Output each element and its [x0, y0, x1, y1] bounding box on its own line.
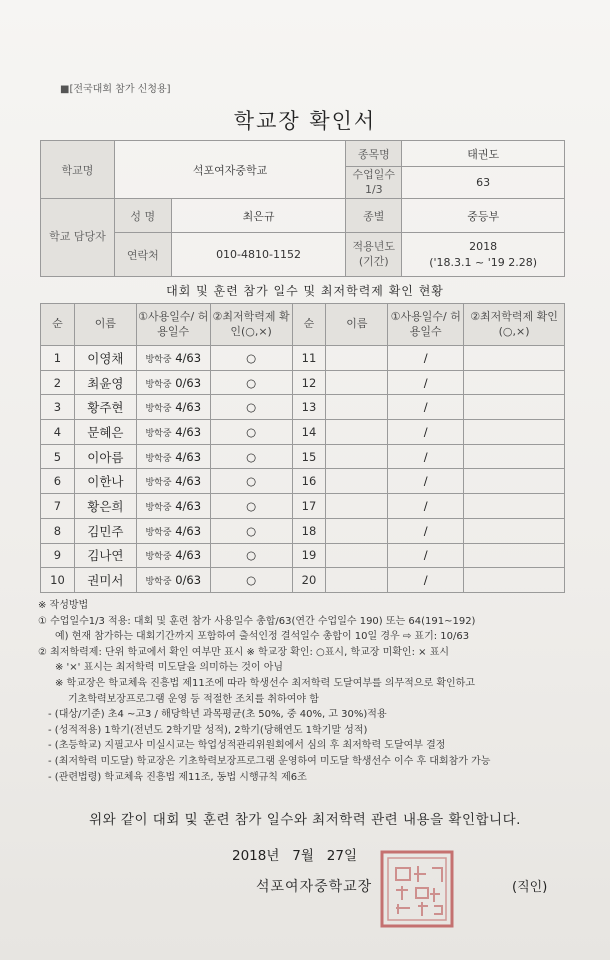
note-item: - (성적적용) 1학기(전년도 2학기말 성적), 2학기(당해연도 1학기말 성적): [48, 724, 368, 736]
note-item: - (대상/기준) 초4 ~고3 / 해당학년 과목평균(초 50%, 중 40%, 고 30%)적용: [48, 709, 387, 721]
student-name-right: [326, 395, 388, 420]
info-table: [40, 140, 565, 277]
school-value: 석포여자중학교: [114, 141, 346, 199]
academic-check-right: [464, 494, 565, 519]
student-name-right: [326, 346, 388, 371]
days-used-right: /: [388, 543, 464, 568]
academic-check: ○: [210, 420, 292, 445]
table-row: [41, 568, 565, 593]
note-item: ※ '×' 표시는 최저학력 미도달을 의미하는 것이 아님: [55, 662, 284, 674]
student-name-right: [326, 469, 388, 494]
period-label: 적용년도 (기간): [346, 233, 402, 277]
row-no-right: 15: [292, 444, 326, 469]
student-name-right: [326, 444, 388, 469]
date-day: 27일: [326, 848, 358, 864]
row-no: 3: [41, 395, 75, 420]
gender-label: 종별: [346, 199, 402, 233]
row-no: 2: [41, 370, 75, 395]
header-days-right: ①사용일수/ 허용일수: [388, 304, 464, 346]
row-no-right: 11: [292, 346, 326, 371]
academic-check: ○: [210, 370, 292, 395]
days-used-right: /: [388, 420, 464, 445]
days-used: [136, 518, 210, 543]
days-used: [136, 568, 210, 593]
row-no: 10: [41, 568, 75, 593]
days-used-right: /: [388, 469, 464, 494]
academic-check: ○: [210, 568, 292, 593]
table-row: [41, 346, 565, 371]
row-no-right: 14: [292, 420, 326, 445]
period-value: [402, 233, 565, 277]
student-name: 문혜은: [74, 420, 136, 445]
row-no: 1: [41, 346, 75, 371]
sign-date: [232, 844, 357, 864]
row-no: 8: [41, 518, 75, 543]
note-item: ② 최저학력제: 단위 학교에서 확인 여부만 표시 ※ 학교장 확인: ○표시, 학교장 미확인: × 표시: [38, 646, 450, 658]
student-name-right: [326, 370, 388, 395]
days-used-right: /: [388, 395, 464, 420]
date-month: 7월: [292, 848, 314, 864]
academic-check-right: [464, 543, 565, 568]
row-no: 4: [41, 420, 75, 445]
header-name-right: 이름: [326, 304, 388, 346]
academic-check-right: [464, 370, 565, 395]
vacation-note: 방학중: [145, 502, 172, 513]
days-value: 4/63: [175, 449, 202, 464]
vacation-note: 방학중: [145, 453, 172, 464]
student-name-right: [326, 543, 388, 568]
student-name: 김민주: [74, 518, 136, 543]
days-value: 4/63: [175, 523, 202, 538]
vacation-note: 방학중: [145, 478, 172, 489]
academic-check-right: [464, 395, 565, 420]
header-no-right: 순: [292, 304, 326, 346]
contact-value: 010-4810-1152: [171, 233, 346, 277]
class-days-label: 수업일수 1/3: [346, 167, 402, 199]
table-row: [41, 444, 565, 469]
note-item: 예) 현재 참가하는 대회기간까지 포함하여 출석인정 결석일수 총합이 10일 경우 ⇨ 표기: 10/63: [55, 631, 470, 643]
note-item: ① 수업일수1/3 적용: 대회 및 훈련 참가 사용일수 총합/63(연간 수업일수 190) 또는 64(191~192): [38, 615, 476, 627]
days-used-right: /: [388, 346, 464, 371]
vacation-note: 방학중: [145, 404, 172, 415]
name-value: 최은규: [171, 199, 346, 233]
table-row: [41, 469, 565, 494]
row-no-right: 16: [292, 469, 326, 494]
days-used-right: /: [388, 568, 464, 593]
days-used: [136, 370, 210, 395]
academic-check-right: [464, 346, 565, 371]
row-no: 7: [41, 494, 75, 519]
table-row: [41, 420, 565, 445]
vacation-note: 방학중: [145, 428, 172, 439]
roster-table: [40, 303, 565, 593]
days-value: 0/63: [175, 573, 202, 588]
days-value: 4/63: [175, 424, 202, 439]
days-value: 0/63: [175, 375, 202, 390]
school-signature: 석포여자중학교장: [256, 879, 373, 895]
school-label: 학교명: [41, 141, 115, 199]
row-no-right: 12: [292, 370, 326, 395]
vacation-note: 방학중: [145, 354, 172, 365]
days-value: 4/63: [175, 498, 202, 513]
note-item: 기초학력보장프로그램 운영 등 적절한 조치를 취하여야 함: [68, 693, 319, 705]
days-value: 4/63: [175, 400, 202, 415]
days-value: 4/63: [175, 350, 202, 365]
academic-check: ○: [210, 518, 292, 543]
period-range: ('18.3.1 ~ '19 2.28): [429, 255, 538, 269]
academic-check-right: [464, 469, 565, 494]
days-used: [136, 444, 210, 469]
academic-check: ○: [210, 469, 292, 494]
row-no-right: 18: [292, 518, 326, 543]
academic-check: ○: [210, 543, 292, 568]
days-used: [136, 420, 210, 445]
header-check-right: ②최저학력제 확인(○,×): [464, 304, 565, 346]
header-name: 이름: [74, 304, 136, 346]
academic-check: ○: [210, 346, 292, 371]
vacation-note: 방학중: [145, 552, 172, 563]
days-used: [136, 543, 210, 568]
class-days-value: 63: [402, 167, 565, 199]
vacation-note: 방학중: [145, 577, 172, 588]
academic-check-right: [464, 420, 565, 445]
days-used: [136, 395, 210, 420]
academic-check-right: [464, 568, 565, 593]
name-label: 성 명: [114, 199, 171, 233]
student-name: 최윤영: [74, 370, 136, 395]
student-name-right: [326, 518, 388, 543]
confirmation-text: 위와 같이 대회 및 훈련 참가 일수와 최저학력 관련 내용을 확인합니다.: [89, 812, 521, 828]
note-item: - (초등학교) 지필고사 미실시교는 학업성적관리위원회에서 심의 후 최저학력 도달여부 결정: [48, 740, 446, 752]
row-no: 9: [41, 543, 75, 568]
row-no-right: 20: [292, 568, 326, 593]
student-name-right: [326, 494, 388, 519]
header-check: ②최저학력제 확인(○,×): [210, 304, 292, 346]
student-name: 권미서: [74, 568, 136, 593]
student-name: 황은희: [74, 494, 136, 519]
row-no-right: 19: [292, 543, 326, 568]
student-name: 김나연: [74, 543, 136, 568]
vacation-note: 방학중: [145, 379, 172, 390]
sport-label: 종목명: [346, 141, 402, 167]
table-row: [41, 543, 565, 568]
student-name: 이영채: [74, 346, 136, 371]
seal-label: (직인): [512, 880, 548, 895]
period-year: 2018: [469, 239, 498, 253]
row-no: 6: [41, 469, 75, 494]
days-used: [136, 346, 210, 371]
student-name-right: [326, 568, 388, 593]
note-item: - (관련법령) 학교체육 진흥법 제11조, 동법 시행규칙 제6조: [48, 771, 307, 783]
days-used-right: /: [388, 444, 464, 469]
academic-check-right: [464, 444, 565, 469]
academic-check: ○: [210, 395, 292, 420]
row-no: 5: [41, 444, 75, 469]
academic-check-right: [464, 518, 565, 543]
academic-check: ○: [210, 494, 292, 519]
days-used: [136, 469, 210, 494]
student-name-right: [326, 420, 388, 445]
days-used-right: /: [388, 518, 464, 543]
days-value: 4/63: [175, 548, 202, 563]
table-row: [41, 370, 565, 395]
academic-check: ○: [210, 444, 292, 469]
student-name: 이아름: [74, 444, 136, 469]
days-used-right: /: [388, 494, 464, 519]
document-title: 학교장 확인서: [233, 109, 377, 133]
staff-label: 학교 담당자: [41, 199, 115, 277]
header-days: ①사용일수/ 허용일수: [136, 304, 210, 346]
date-year: 2018년: [232, 848, 280, 864]
table-row: [41, 518, 565, 543]
instructions: [38, 598, 578, 785]
student-name: 황주현: [74, 395, 136, 420]
section-title: 대회 및 훈련 참가 일수 및 최저학력제 확인 현황: [166, 284, 444, 298]
student-name: 이한나: [74, 469, 136, 494]
table-row: [41, 395, 565, 420]
form-tag: ■[전국대회 참가 신청용]: [60, 84, 171, 95]
note-heading: ※ 작성방법: [38, 600, 89, 611]
note-item: - (최저학력 미도달) 학교장은 기초학력보장프로그램 운영하여 미도달 학생선수 이수 후 대회참가 가능: [48, 755, 491, 767]
days-used: [136, 494, 210, 519]
gender-value: 중등부: [402, 199, 565, 233]
note-item: ※ 학교장은 학교체육 진흥법 제11조에 따라 학생선수 최저학력 도달여부를 의무적으로 확인하고: [55, 677, 475, 689]
row-no-right: 17: [292, 494, 326, 519]
days-used-right: /: [388, 370, 464, 395]
vacation-note: 방학중: [145, 527, 172, 538]
official-seal-icon: [378, 848, 456, 930]
sport-value: 태권도: [402, 141, 565, 167]
table-row: [41, 494, 565, 519]
header-no: 순: [41, 304, 75, 346]
days-value: 4/63: [175, 474, 202, 489]
row-no-right: 13: [292, 395, 326, 420]
contact-label: 연락처: [114, 233, 171, 277]
